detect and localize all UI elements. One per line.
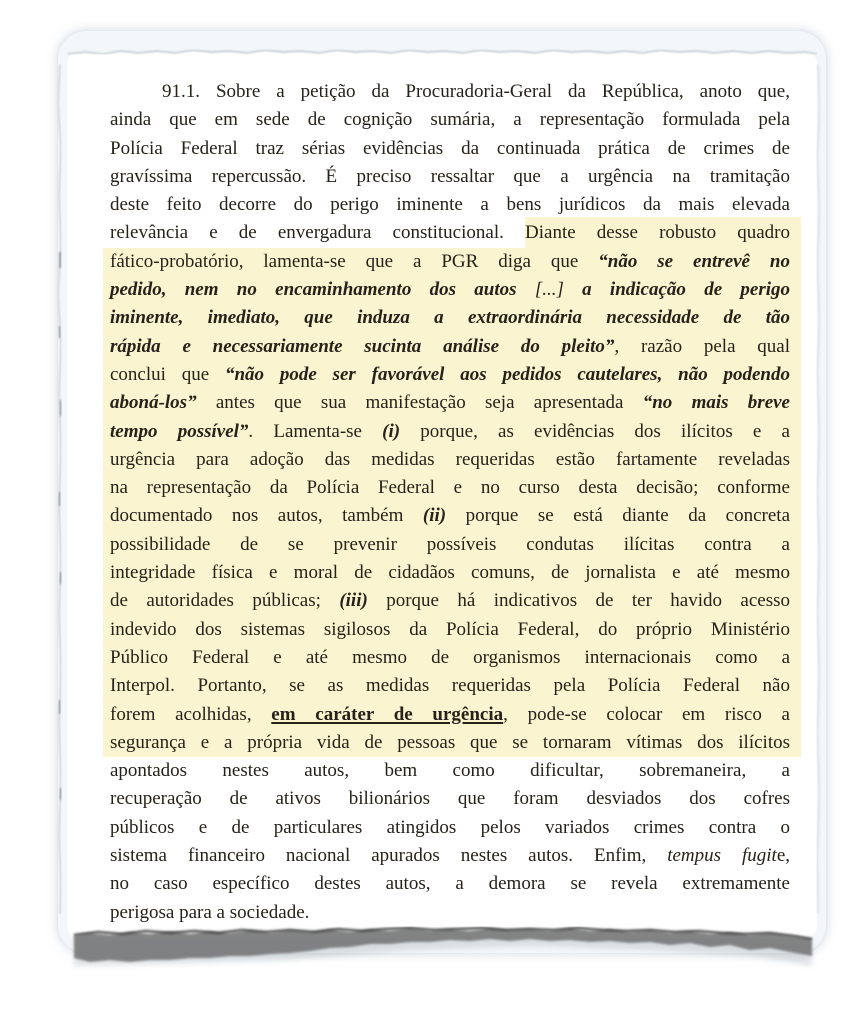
text-segment: ainda que em sede de cognição sumária, a representação formulada pela [110, 109, 790, 131]
text-segment: iminente, imediato, que induza a extraordinária necessidade de tão [110, 307, 790, 329]
text-line [103, 418, 801, 446]
text-segment: integridade física e moral de cidadãos comuns, de jornalista e até mesmo [110, 562, 790, 584]
text-line [110, 78, 790, 106]
text-segment: “não se entrevê no [598, 250, 790, 272]
text-segment: , pode-se colocar em risco a [503, 703, 790, 725]
text-segment: aboná-los” [110, 392, 197, 414]
text-segment: Interpol. Portanto, se as medidas requeridas pela Polícia Federal não [110, 675, 790, 697]
text-segment: apontados nestes autos, bem como dificultar, sobremaneira, a [110, 760, 790, 782]
text-line [103, 361, 801, 389]
text-line [103, 446, 801, 474]
text-segment: gravíssima repercussão. É preciso ressaltar que a urgência na tramitação [110, 165, 790, 187]
text-segment: porque se está diante da concreta [446, 505, 790, 527]
text-segment: tempo possível” [110, 420, 249, 442]
text-line [103, 644, 801, 672]
text-line [103, 304, 801, 332]
text-line [103, 672, 801, 700]
text-segment: deste feito decorre do perigo iminente a bens jurídicos da mais elevada [110, 194, 790, 216]
text-line [110, 870, 790, 898]
text-segment: sistema financeiro nacional apurados nestes autos. Enfim, [110, 845, 668, 867]
text-segment: (i) [382, 420, 401, 442]
text-line [103, 474, 801, 502]
text-line [110, 219, 790, 247]
text-line [103, 531, 801, 559]
text-segment: perigosa para a sociedade. [110, 901, 310, 923]
text-segment: porque há indicativos de ter havido acesso [367, 590, 791, 612]
text-segment: a indicação de perigo [563, 279, 791, 301]
text-segment: Público Federal e até mesmo de organismos internacionais como a [110, 646, 790, 668]
text-line [103, 729, 801, 757]
text-line [110, 163, 790, 191]
text-segment: “não pode ser favorável aos pedidos cautelares, não podendo [224, 363, 790, 385]
text-segment: tempus fugit [667, 845, 777, 867]
text-segment: fático-probatório, lamenta-se que a PGR diga que [110, 250, 599, 272]
text-segment: (ii) [422, 505, 447, 527]
text-segment: , razão pela qual [614, 335, 791, 357]
text-segment: Polícia Federal traz sérias evidências da continuada prática de crimes de [110, 137, 790, 159]
text-line [103, 276, 801, 304]
text-segment: Diante desse robusto quadro [525, 217, 790, 248]
text-segment: [...] [534, 279, 564, 301]
text-line [110, 135, 790, 163]
text-segment: porque, as evidências dos ilícitos e a [400, 420, 790, 442]
text-segment: de autoridades públicas; [110, 590, 340, 612]
text-line [103, 333, 801, 361]
text-segment: e, [776, 845, 790, 867]
text-line [103, 616, 801, 644]
text-segment: rápida e necessariamente sucinta análise do pleito” [110, 335, 615, 357]
text-segment: conclui que [110, 363, 225, 385]
text-line [110, 106, 790, 134]
text-line [110, 191, 790, 219]
text-segment: indevido dos sistemas sigilosos da Polícia Federal, do próprio Ministério [110, 618, 790, 640]
text-segment: (iii) [339, 590, 368, 612]
text-line [103, 559, 801, 587]
text-segment: 91.1. Sobre a petição da Procuradoria-Geral da República, anoto que, [162, 81, 790, 102]
text-segment: possibilidade de se prevenir possíveis condutas ilícitas contra a [110, 533, 790, 555]
text-line [103, 701, 801, 729]
text-line [103, 248, 801, 276]
text-segment: . Lamenta-se [248, 420, 383, 442]
text-segment: relevância e de envergadura constitucional. [110, 222, 526, 244]
text-segment: na representação da Polícia Federal e no curso desta decisão; conforme [110, 477, 790, 499]
text-line [110, 899, 790, 927]
text-line [103, 587, 801, 615]
text-line [110, 785, 790, 813]
text-segment: urgência para adoção das medidas requeridas estão fartamente reveladas [110, 448, 790, 470]
text-segment: em caráter de urgência [271, 703, 504, 725]
text-line [110, 757, 790, 785]
text-segment: pedido, nem no encaminhamento dos autos [110, 279, 535, 301]
text-segment: documentado nos autos, também [110, 505, 423, 527]
text-line [110, 842, 790, 870]
text-line [103, 389, 801, 417]
text-segment: no caso específico destes autos, a demora se revela extremamente [110, 873, 790, 895]
text-segment: recuperação de ativos bilionários que foram desviados dos cofres [110, 788, 790, 810]
text-segment: “no mais breve [642, 392, 790, 414]
text-line [103, 502, 801, 530]
text-segment: forem acolhidas, [110, 703, 272, 725]
text-segment: segurança e a própria vida de pessoas que se tornaram vítimas dos ilícitos [110, 731, 790, 753]
text-line [110, 814, 790, 842]
text-segment: antes que sua manifestação seja apresentada [196, 392, 643, 414]
text-column [110, 78, 790, 927]
text-segment: públicos e de particulares atingidos pelos variados crimes contra o [110, 816, 790, 838]
